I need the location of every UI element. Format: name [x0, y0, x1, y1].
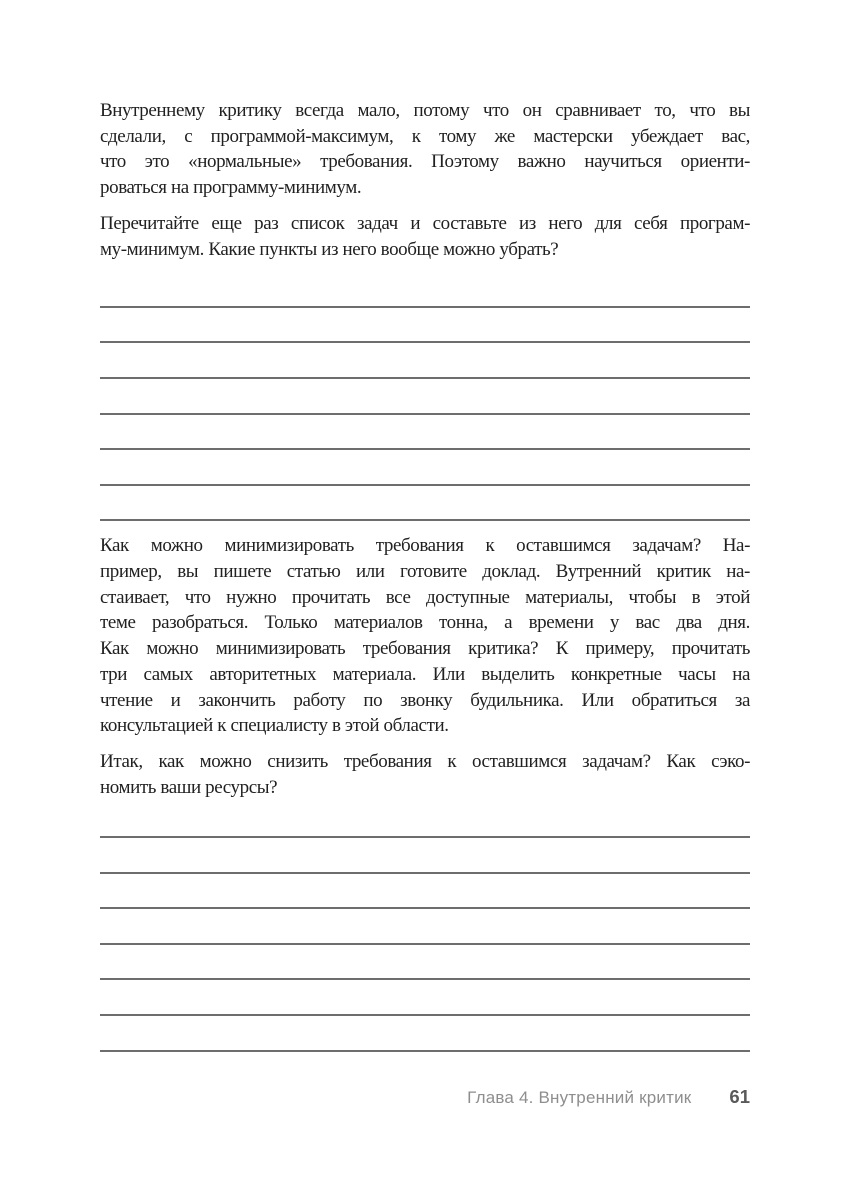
ruled-lines-block: [100, 802, 750, 1051]
paragraph-line: сделали, с программой-максимум, к тому же мастерски убеждает вас,: [100, 125, 750, 147]
writing-line: [100, 945, 750, 981]
writing-line: [100, 308, 750, 344]
paragraph-line: три самых авторитетных материала. Или выделить конкретные часы на: [100, 663, 750, 685]
page-footer: [100, 1086, 750, 1108]
footer-chapter-title: Глава 4. Внутренний критик: [467, 1088, 692, 1107]
writing-line: [100, 415, 750, 451]
paragraph-line: чтение и закончить работу по звонку будильника. Или обратиться за: [100, 689, 750, 711]
paragraph-line: Внутреннему критику всегда мало, потому что он сравнивает то, что вы: [100, 100, 750, 121]
paragraph-line: роваться на программу-минимум.: [100, 177, 362, 199]
writing-line: [100, 379, 750, 415]
paragraph-line: что это «нормальные» требования. Поэтому важно научиться ориенти-: [100, 151, 750, 173]
ruled-lines-block: [100, 272, 750, 521]
writing-line: [100, 874, 750, 910]
paragraph-line: му-минимум. Какие пункты из него вообще можно убрать?: [100, 238, 559, 260]
paragraph-line: Как можно минимизировать требования критика? К примеру, прочитать: [100, 638, 750, 660]
paragraph: [100, 749, 750, 800]
writing-line: [100, 343, 750, 379]
writing-line: [100, 909, 750, 945]
writing-line: [100, 486, 750, 522]
paragraph-line: номить ваши ресурсы?: [100, 776, 278, 798]
paragraph: [100, 211, 750, 262]
page-content: [100, 0, 750, 1052]
writing-line: [100, 802, 750, 838]
writing-line: [100, 980, 750, 1016]
paragraph-line: Итак, как можно снизить требования к оставшимся задачам? Как сэко-: [100, 751, 750, 772]
paragraph: [100, 98, 750, 201]
writing-line: [100, 1016, 750, 1052]
paragraph-line: пример, вы пишете статью или готовите доклад. Вутренний критик на-: [100, 561, 750, 583]
footer-page-number: 61: [729, 1086, 750, 1107]
paragraph-line: Перечитайте еще раз список задач и составьте из него для себя програм-: [100, 212, 750, 234]
paragraph-line: стаивает, что нужно прочитать все доступные материалы, чтобы в этой: [100, 586, 750, 608]
paragraph: [100, 533, 750, 739]
writing-line: [100, 838, 750, 874]
writing-line: [100, 272, 750, 308]
paragraph-line: консультацией к специалисту в этой области.: [100, 715, 449, 737]
paragraph-line: Как можно минимизировать требования к оставшимся задачам? На-: [100, 535, 750, 557]
writing-line: [100, 450, 750, 486]
paragraph-line: теме разобраться. Только материалов тонна, а времени у вас два дня.: [100, 612, 750, 634]
